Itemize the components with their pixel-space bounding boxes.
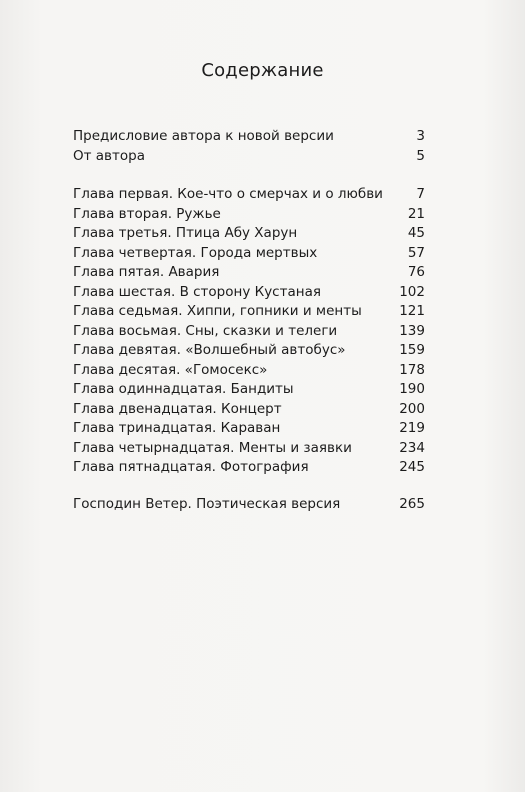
toc-entry bbox=[73, 341, 425, 361]
toc-entry-page: 245 bbox=[399, 459, 425, 475]
toc-entry-label: Глава тринадцатая. Караван bbox=[73, 420, 281, 436]
toc-entry-page: 76 bbox=[407, 264, 425, 280]
toc-entry bbox=[73, 127, 425, 147]
toc-entry-label: Глава девятая. «Волшебный автобус» bbox=[73, 342, 346, 358]
toc-entry-page: 57 bbox=[407, 244, 425, 261]
toc-entry bbox=[73, 322, 425, 342]
toc-entry bbox=[73, 495, 425, 515]
toc-entry bbox=[73, 400, 425, 420]
toc-entry-label: Глава двенадцатая. Концерт bbox=[73, 400, 282, 417]
toc-entry-page: 102 bbox=[399, 283, 425, 300]
toc-entry bbox=[73, 458, 425, 478]
toc-entry-page: 190 bbox=[399, 381, 425, 397]
toc-entry-label: От автора bbox=[73, 147, 145, 164]
toc-entry bbox=[73, 147, 425, 167]
toc-entry bbox=[73, 283, 425, 303]
toc-entry-page: 7 bbox=[416, 186, 425, 202]
toc-entry bbox=[73, 244, 425, 264]
toc-intro-section bbox=[73, 127, 425, 166]
toc-entry bbox=[73, 361, 425, 381]
toc-entry-page: 21 bbox=[407, 205, 425, 222]
toc-entry-label: Господин Ветер. Поэтическая версия bbox=[73, 496, 341, 512]
toc-entry bbox=[73, 205, 425, 225]
toc-entry-label: Глава вторая. Ружье bbox=[73, 205, 221, 222]
toc-entry-page: 45 bbox=[407, 225, 425, 241]
toc-entry-page: 265 bbox=[399, 496, 425, 512]
toc-entry-page: 178 bbox=[399, 361, 425, 378]
toc-entry-label: Глава седьмая. Хиппи, гопники и менты bbox=[73, 303, 362, 319]
toc-entry-label: Глава пятая. Авария bbox=[73, 264, 220, 280]
toc-entry-page: 139 bbox=[399, 322, 425, 339]
toc-entry-page: 5 bbox=[416, 147, 425, 164]
toc-appendix-section bbox=[73, 495, 425, 515]
toc-entry-label: Глава пятнадцатая. Фотография bbox=[73, 459, 309, 475]
toc-entry-label: Глава четвертая. Города мертвых bbox=[73, 244, 318, 261]
toc-entry-label: Глава первая. Кое-что о смерчах и о любви bbox=[73, 186, 383, 202]
toc-entry-label: Глава третья. Птица Абу Харун bbox=[73, 225, 298, 241]
toc-entry bbox=[73, 224, 425, 244]
toc-entry-page: 200 bbox=[399, 400, 425, 417]
toc-entry-page: 3 bbox=[416, 128, 425, 144]
toc-entry bbox=[73, 302, 425, 322]
toc-entry-label: Глава восьмая. Сны, сказки и телеги bbox=[73, 322, 338, 339]
page-title: Содержание bbox=[201, 60, 324, 81]
show-through-shadow bbox=[0, 548, 525, 668]
toc-entry-label: Предисловие автора к новой версии bbox=[73, 128, 334, 144]
toc-entry-label: Глава одиннадцатая. Бандиты bbox=[73, 381, 294, 397]
toc-entry-page: 121 bbox=[399, 303, 425, 319]
toc-entry-label: Глава шестая. В сторону Кустаная bbox=[73, 283, 321, 300]
toc-entry bbox=[73, 380, 425, 400]
toc-entry-page: 234 bbox=[399, 439, 425, 456]
toc-entry bbox=[73, 185, 425, 205]
toc-chapters-section bbox=[73, 185, 425, 478]
toc-entry-label: Глава десятая. «Гомосекс» bbox=[73, 361, 268, 378]
toc-entry bbox=[73, 263, 425, 283]
toc-entry-page: 159 bbox=[399, 342, 425, 358]
toc-entry-page: 219 bbox=[399, 420, 425, 436]
toc-entry bbox=[73, 439, 425, 459]
toc-entry-label: Глава четырнадцатая. Менты и заявки bbox=[73, 439, 352, 456]
toc-entry bbox=[73, 419, 425, 439]
